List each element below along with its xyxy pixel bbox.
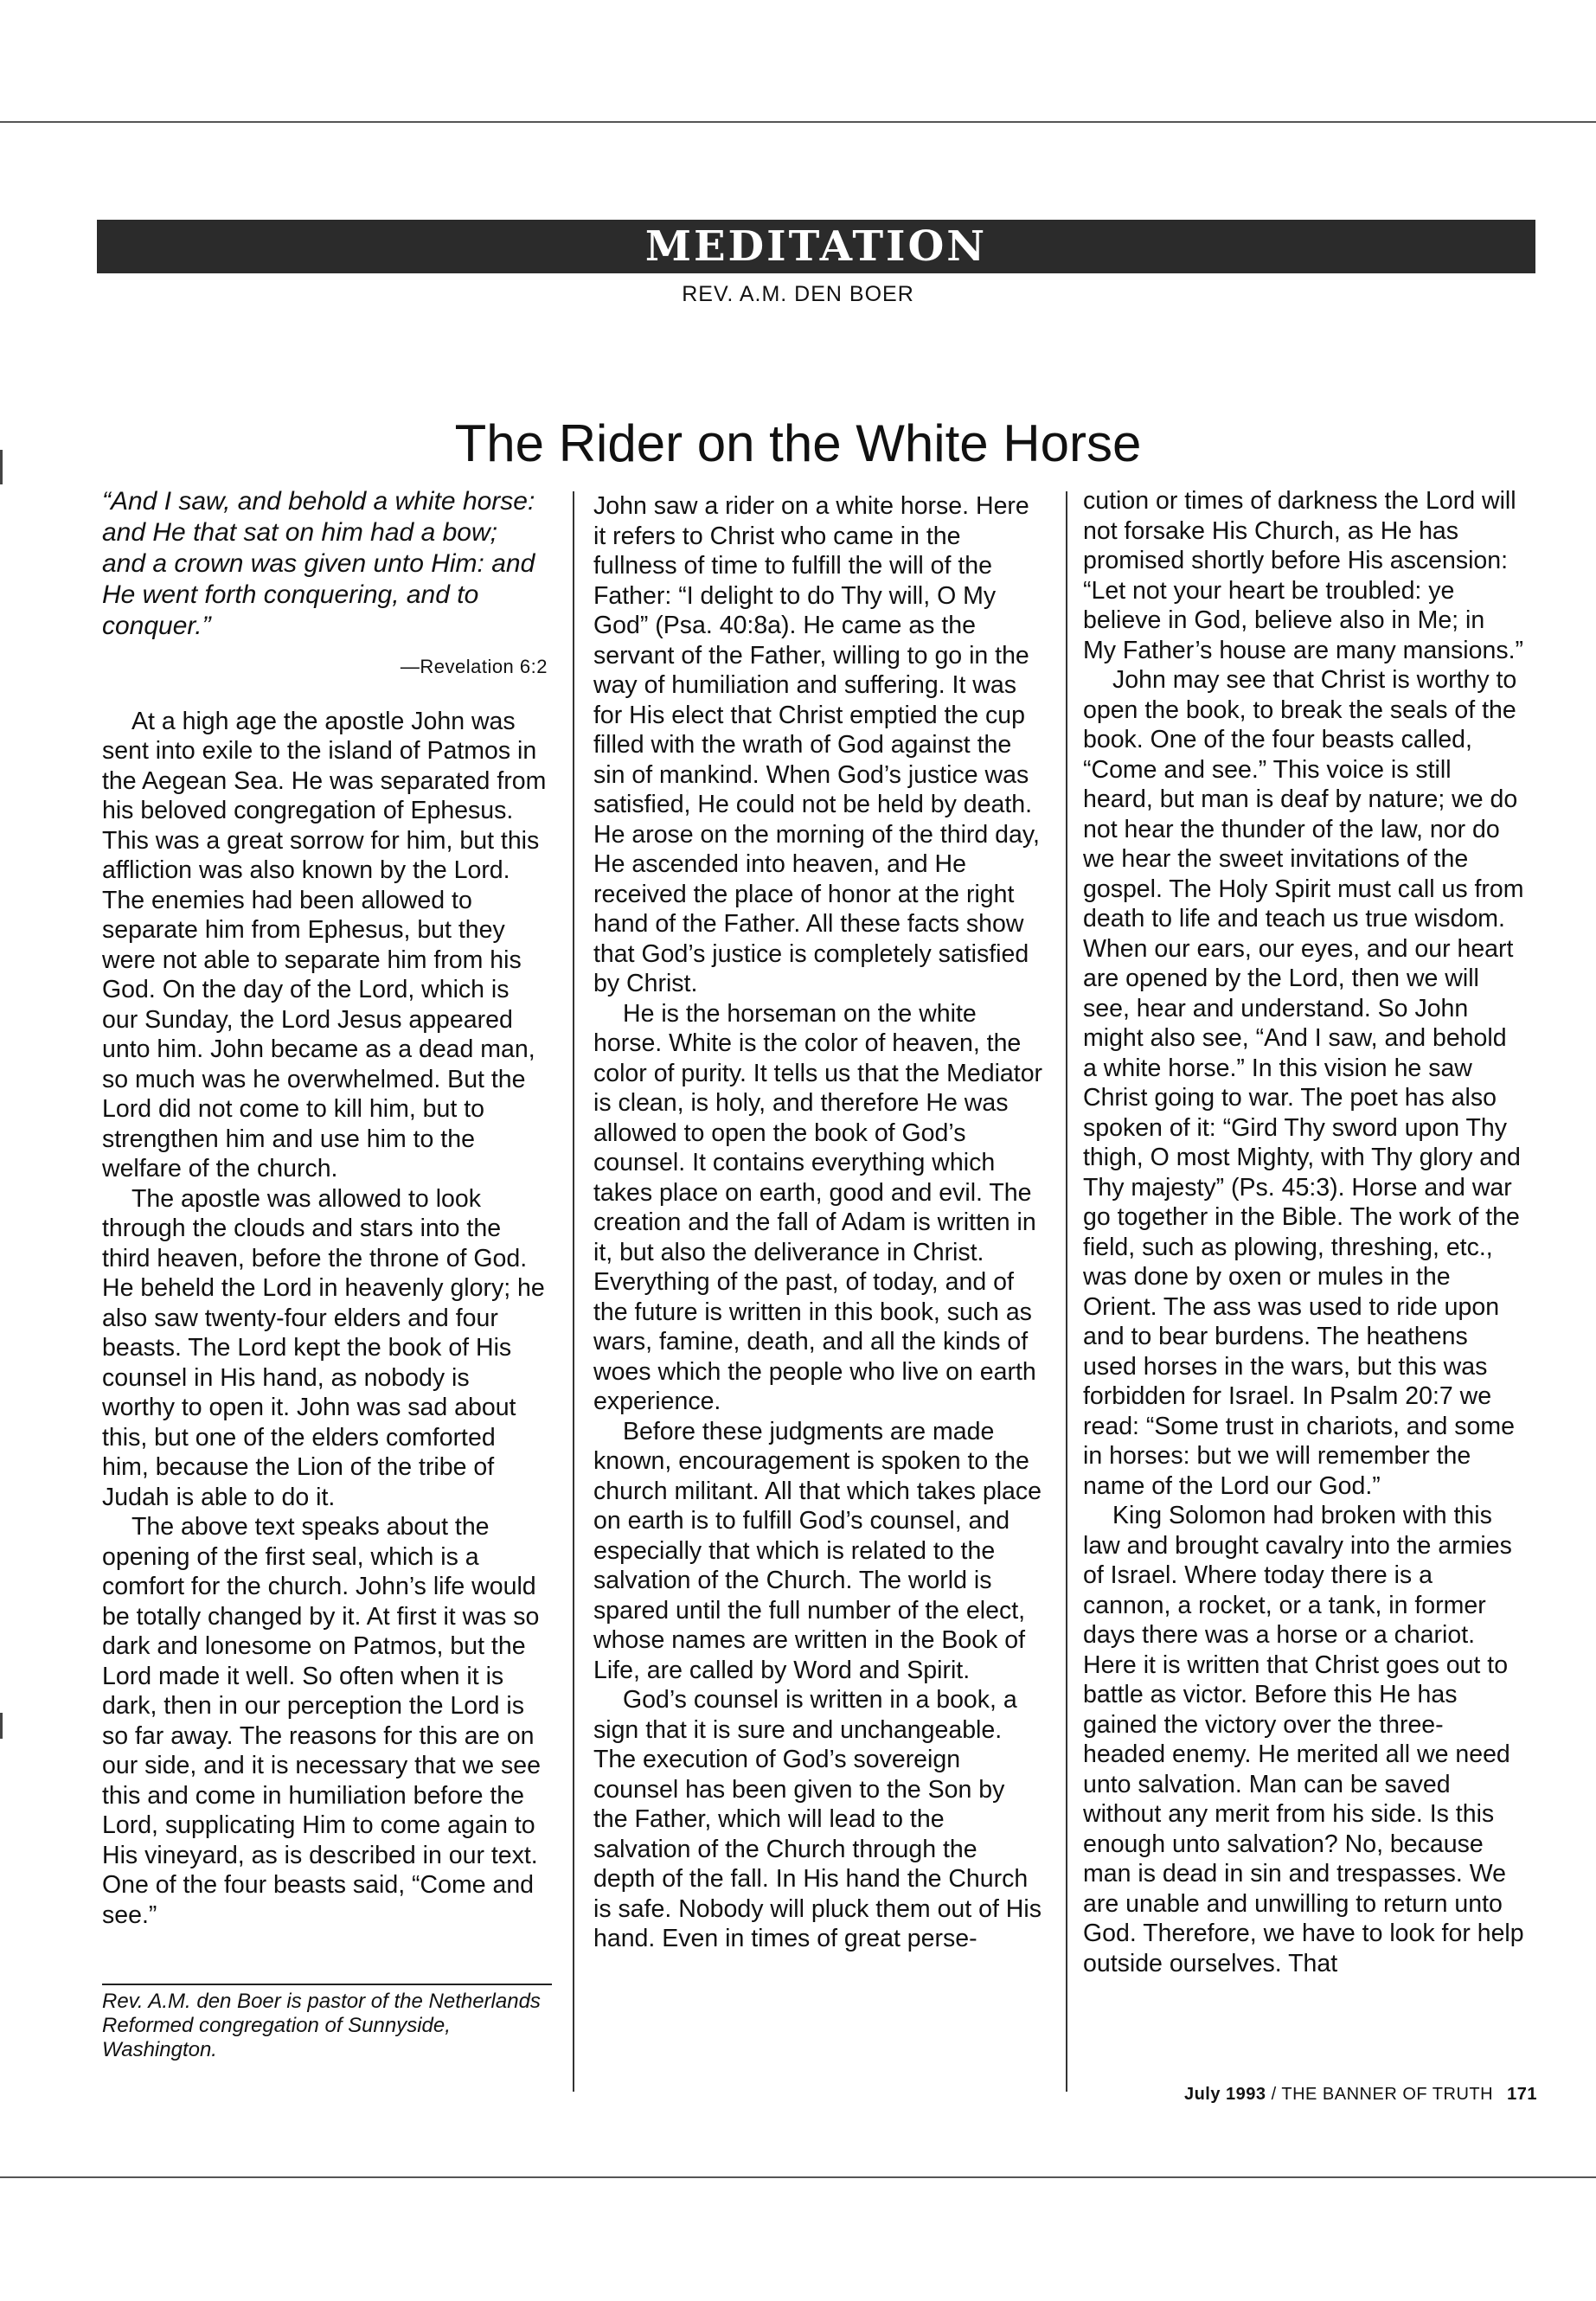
paragraph: The above text speaks about the opening of the first seal, which is a comfort for the church. John’s life would be totally changed by it. At first it was so dark and lonesome on Patmos, but the Lord made it well. So often when it is dark, then in our perception the Lord is so far away. The reasons for this are on our side, and it is necessary that we see this and come in humiliation before the Lord, supplicating Him to come again to His vineyard, as is described in our text. One of the four beasts said, “Come and see.” xyxy=(102,1513,541,1929)
bottom-border-rule xyxy=(0,2176,1596,2178)
page-footer xyxy=(1184,2085,1537,2105)
paragraph: Before these judgments are made known, encouragement is spoken to the church militant. All that which takes place on earth is to fulfill God’s counsel, and especially that which is related to the salvation of the Church. The world is spared until the full number of the elect, whose names are written in the Book of Life, are called by Word and Spirit. xyxy=(593,1417,1042,1684)
paragraph: The apostle was allowed to look through the clouds and stars into the third heaven, before the throne of God. He beheld the Lord in heavenly glory; he also saw twenty-four elders and four beasts. The Lord kept the book of His counsel in His hand, as nobody is worthy to open it. John was sad about this, but one of the elders comforted him, because the Lion of the tribe of Judah is able to do it. xyxy=(102,1184,545,1511)
article-title: The Rider on the White Horse xyxy=(454,414,1142,472)
paragraph: John saw a rider on a white horse. Here it refers to Christ who came in the fullness of time to fulfill the will of the Father: “I delight to do Thy will, O My God” (Psa. 40:8a). He came as the servant of the Father, willing to go in the way of humiliation and suffering. It was for His elect that Christ emptied the cup filled with the wrath of God against the sin of mankind. When God’s justice was satisfied, He could not be held by death. He arose on the morning of the third day, He ascended into heaven, and He received the place of honor at the right hand of the Father. All these facts show that God’s justice is completely satisfied by Christ. xyxy=(593,492,1040,997)
paragraph: God’s counsel is written in a book, a sign that it is sure and unchangeable. The execution of God’s sovereign counsel has been given to the Son by the Father, which will lead to the salvation of the Church through the depth of the fall. In His hand the Church is safe. Nobody will pluck them out of His hand. Even in times of great perse- xyxy=(593,1686,1042,1952)
author-bio: Rev. A.M. den Boer is pastor of the Netherlands Reformed congregation of Sunnyside, Washington. xyxy=(102,1990,541,2061)
paragraph: At a high age the apostle John was sent into exile to the island of Patmos in the Aegean Sea. He was separated from his beloved congregation of Ephesus. This was a great sorrow for him, but this affliction was also known by the Lord. The enemies had been allowed to separate him from Ephesus, but they were not able to separate him from his God. On the day of the Lord, which is our Sunday, the Lord Jesus appeared unto him. John became as a dead man, so much was he overwhelmed. But the Lord did not come to kill him, but to strengthen him and use him to the welfare of the church. xyxy=(102,707,547,1183)
paragraph: John may see that Christ is worthy to open the book, to break the seals of the book. One of the four beasts called, “Come and see.” This voice is still heard, but man is deaf by nature; we do not hear the thunder of the law, nor do we hear the sweet invitations of the gospel. The Holy Spirit must call us from death to life and teach us true wisdom. When our ears, our eyes, and our heart are opened by the Lord, then we will see, hear and understand. So John might also see, “And I saw, and behold a white horse.” In this vision he saw Christ going to war. The poet has also spoken of it: “Gird Thy sword upon Thy thigh, O most Mighty, with Thy glory and Thy majesty” (Ps. 45:3). Horse and war go together in the Bible. The work of the field, such as plowing, threshing, etc., was done by oxen or mules in the Orient. The ass was used to ride upon and to bear burdens. The heathens used horses in the wars, but this was forbidden for Israel. In Psalm 20:7 we read: “Some trust in chariots, and some in horses: but we will remember the name of the Lord our God.” xyxy=(1083,666,1524,1500)
column-3 xyxy=(1083,486,1524,1978)
paragraph: King Solomon had broken with this law and brought cavalry into the armies of Israel. Where today there is a cannon, a rocket, or a tank, in former days there was a horse or a chariot. Here it is written that Christ goes out to battle as victor. Before this He has gained the victory over the three-headed enemy. He merited all we need unto salvation. Man can be saved without any merit from his side. Is this enough unto salvation? No, because man is dead in sin and trespasses. We are unable and unwilling to return unto God. Therefore, we have to look for help outside ourselves. That xyxy=(1083,1502,1524,1977)
author-byline: REV. A.M. DEN BOER xyxy=(682,282,914,306)
footer-publication: / THE BANNER OF TRUTH xyxy=(1271,2085,1494,2104)
footer-issue: July 1993 xyxy=(1183,2085,1266,2104)
epigraph-quote: “And I saw, and behold a white horse: and He that sat on him had a bow; and a crown was given unto Him: and He went forth conquering, and to conquer.” xyxy=(102,487,535,640)
left-edge-mark xyxy=(0,1713,3,1739)
top-border-rule xyxy=(0,121,1596,123)
section-heading: MEDITATION xyxy=(644,222,988,271)
column-divider xyxy=(573,491,574,2092)
paragraph: cution or times of darkness the Lord will not forsake His Church, as He has promised shortly before His ascension: “Let not your heart be troubled: ye believe in God, believe also in Me; in My Father’s house are many mansions.” xyxy=(1083,487,1523,664)
column-divider xyxy=(1066,491,1067,2092)
epigraph-reference: —Revelation 6:2 xyxy=(400,656,548,677)
paragraph: He is the horseman on the white horse. White is the color of heaven, the color of purity. It tells us that the Mediator is clean, is holy, and therefore He was allowed to open the book of God’s counsel. It contains everything which takes place on earth, good and evil. The creation and the fall of Adam is written in it, but also the deliverance in Christ. Everything of the past, of today, and of the future is written in this book, such as wars, famine, death, and all the kinds of woes which the people who live on earth experience. xyxy=(593,999,1043,1415)
page-number: 171 xyxy=(1507,2085,1537,2104)
section-banner xyxy=(97,220,1535,273)
column-1 xyxy=(102,486,548,1930)
bio-divider xyxy=(102,1984,552,1985)
column-2 xyxy=(593,491,1043,1954)
